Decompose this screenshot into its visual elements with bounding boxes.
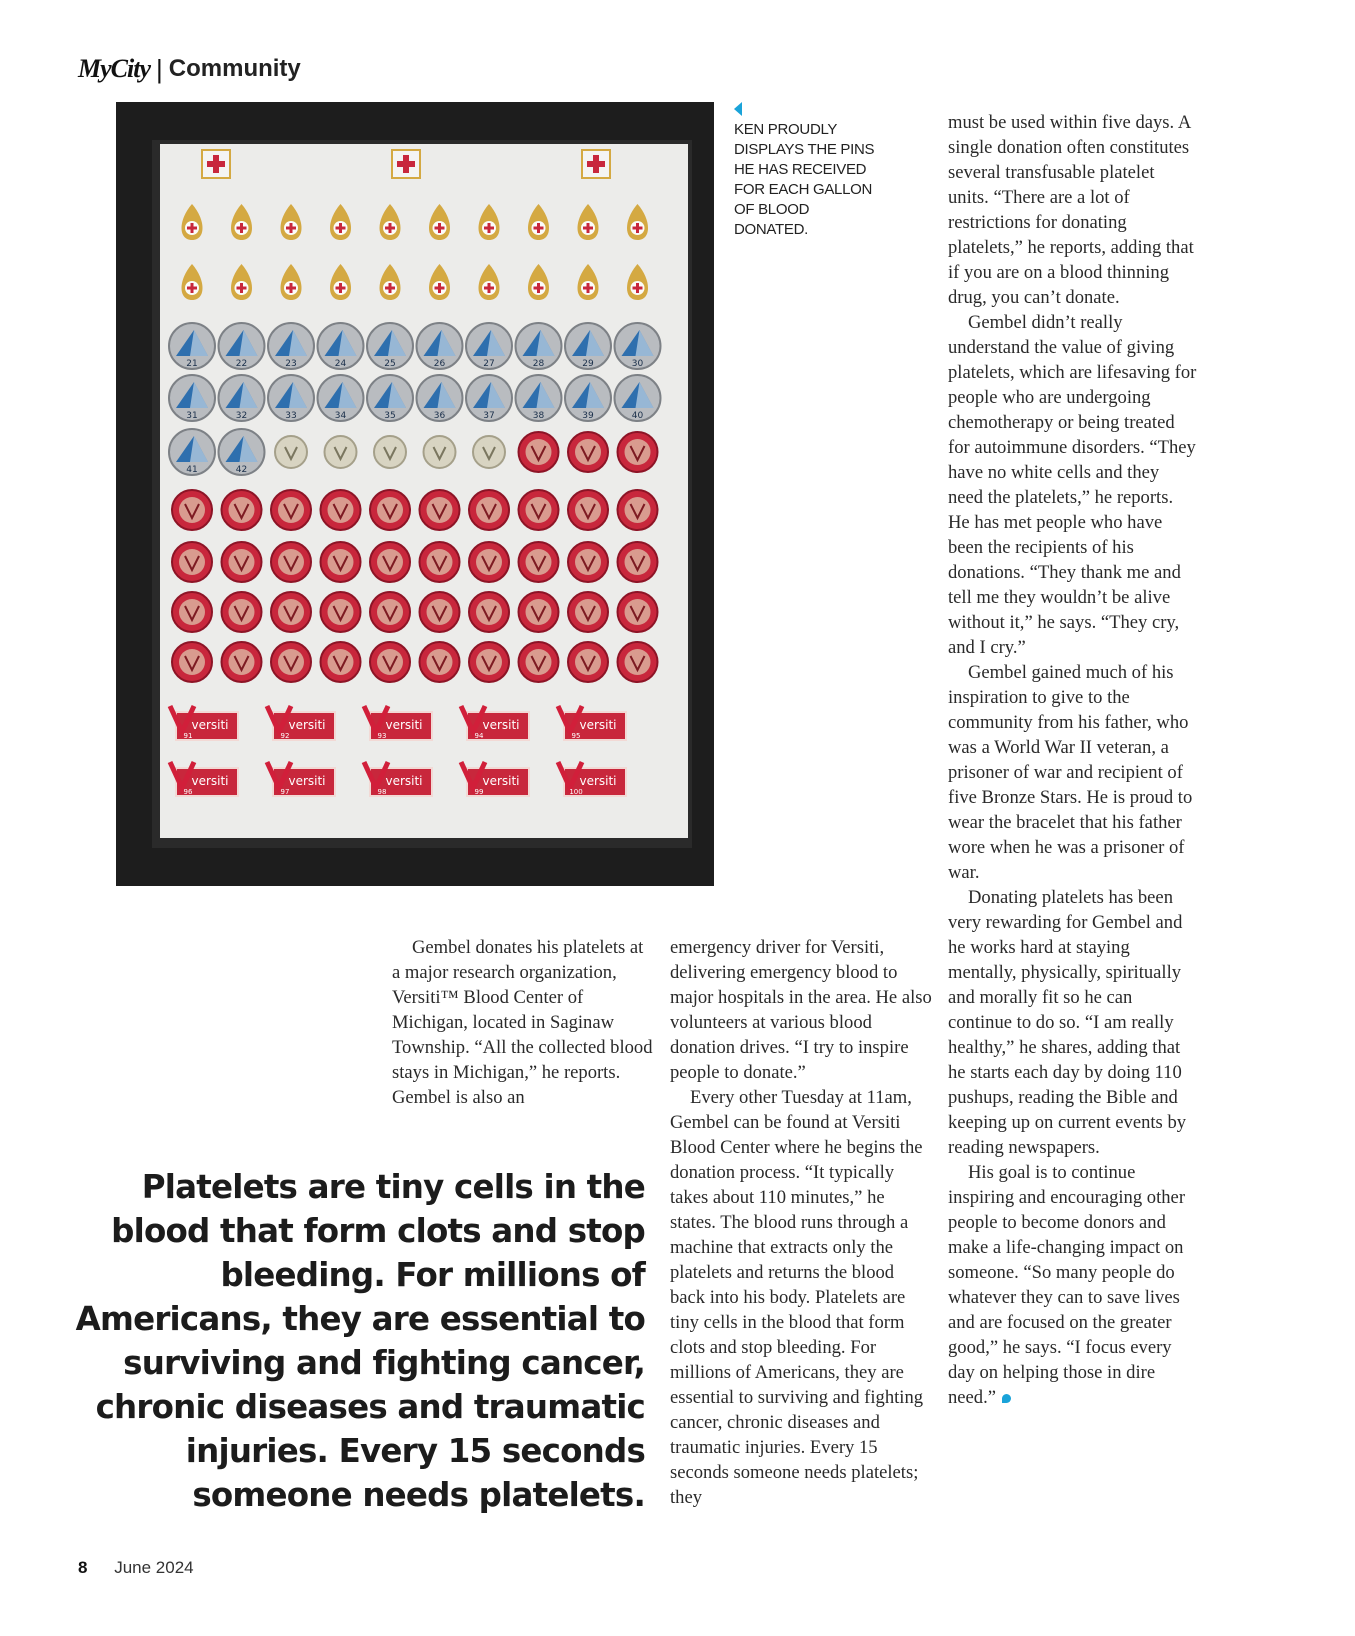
cross-bar: [336, 287, 346, 290]
pin-number-label: 92: [280, 732, 290, 740]
pin-number-label: 26: [433, 359, 446, 369]
award-pin-icon: [392, 150, 420, 178]
red-pin-icon: [370, 542, 410, 582]
issue-date: June 2024: [114, 1558, 194, 1577]
section-title: Community: [168, 55, 301, 82]
pin-number-label: 29: [582, 359, 594, 369]
red-pin-icon: [321, 642, 361, 682]
article-column-1: [392, 935, 654, 1110]
cross-bar: [286, 287, 296, 290]
red-pin-icon: [568, 490, 608, 530]
silver-pin-icon: [374, 436, 406, 468]
pin-number-label: 96: [183, 788, 193, 796]
red-pin-icon: [222, 592, 262, 632]
cross-bar: [583, 227, 593, 230]
pin-number-label: 94: [474, 732, 484, 740]
red-pin-icon: [420, 490, 460, 530]
pin-number-label: 23: [285, 359, 297, 369]
cross-bar: [385, 287, 395, 290]
pin-number-label: 98: [377, 788, 387, 796]
red-pin-icon: [370, 490, 410, 530]
versiti-label: versiti: [482, 718, 520, 732]
cross-bar: [336, 227, 346, 230]
red-pin-icon: [469, 490, 509, 530]
versiti-label: versiti: [385, 718, 423, 732]
silver-pin-icon: [275, 436, 307, 468]
paragraph: must be used within five days. A single donation often constitutes several transfusable platelet units. “There are a lot of restrictions for donating platelets,” he reports, adding that if you are on a blood thinning drug, you can’t donate.: [948, 112, 1194, 308]
cross-bar: [397, 161, 415, 167]
pin-number-label: 99: [474, 788, 484, 796]
paragraph: emergency driver for Versiti, delivering emergency blood to major hospitals in the area. He also volunteers at various blood donation drives. “I try to inspire people to donate.”: [670, 937, 932, 1083]
paragraph-last: [948, 1160, 1198, 1410]
pin-number-label: 100: [569, 788, 583, 796]
versiti-label: versiti: [482, 774, 520, 788]
red-pin-icon: [469, 592, 509, 632]
red-pin-icon: [568, 592, 608, 632]
red-pin-icon: [519, 542, 559, 582]
paragraph: Gembel gained much of his inspiration to give to the community from his father, who was a World War II veteran, a prisoner of war and recipient of five Bronze Stars. He is proud to wear the bracelet that his father wore when he was a prisoner of war.: [948, 662, 1193, 883]
pin-disc: [325, 436, 357, 468]
pin-number-label: 22: [235, 359, 248, 369]
pin-number-label: 91: [183, 732, 193, 740]
cross-bar: [587, 161, 605, 167]
red-pin-icon: [321, 592, 361, 632]
red-pin-icon: [172, 642, 212, 682]
pin-number-label: 40: [631, 411, 644, 421]
red-pin-icon: [568, 432, 608, 472]
versiti-label: versiti: [579, 774, 617, 788]
pin-disc: [424, 436, 456, 468]
cross-bar: [484, 287, 494, 290]
pin-number-label: 30: [631, 359, 644, 369]
pin-disc: [473, 436, 505, 468]
red-pin-icon: [321, 542, 361, 582]
article-column-3: [948, 110, 1198, 1410]
red-pin-icon: [469, 542, 509, 582]
pin-number-label: 34: [334, 411, 347, 421]
cross-bar: [207, 161, 225, 167]
pin-number-label: 35: [384, 411, 396, 421]
versiti-label: versiti: [191, 718, 229, 732]
red-pin-icon: [172, 592, 212, 632]
masthead-separator: |: [156, 53, 163, 84]
pin-display-photo: [116, 102, 714, 886]
red-pin-icon: [618, 490, 658, 530]
red-pin-icon: [271, 490, 311, 530]
masthead: [78, 52, 301, 86]
paragraph: Gembel didn’t really understand the value of giving platelets, which are lifesaving for people who are undergoing chemotherapy or being treated for autoimmune disorders. “They have no white cells and they need the platelets,” he reports. He has met people who have been the recipients of his donations. “They thank me and tell me they wouldn’t be alive without it,” he says. “They cry, and I cry.”: [948, 312, 1197, 658]
cross-bar: [633, 287, 643, 290]
pin-number-label: 42: [235, 465, 248, 475]
versiti-label: versiti: [579, 718, 617, 732]
red-pin-icon: [618, 432, 658, 472]
pin-number-label: 27: [483, 359, 495, 369]
paragraph-text: His goal is to continue inspiring and encouraging other people to become donors and make a life-changing impact on someone. “So many people do whatever they can to save lives and are focused on the greater good,” he says. “I focus every day on helping those in dire need.”: [948, 1162, 1186, 1408]
pin-number-label: 39: [582, 411, 594, 421]
cross-bar: [187, 227, 197, 230]
red-pin-icon: [568, 642, 608, 682]
pin-number-label: 36: [433, 411, 446, 421]
silver-pin-icon: [473, 436, 505, 468]
pin-number-label: 25: [384, 359, 396, 369]
award-pin-icon: [582, 150, 610, 178]
pin-number-label: 28: [532, 359, 545, 369]
versiti-label: versiti: [288, 774, 326, 788]
pin-disc: [374, 436, 406, 468]
pin-number-label: 41: [186, 465, 198, 475]
silver-pin-icon: [424, 436, 456, 468]
article-column-2: [670, 935, 932, 1510]
cross-bar: [385, 227, 395, 230]
cross-bar: [435, 287, 445, 290]
cross-bar: [534, 227, 544, 230]
brand-logo: MyCity: [78, 54, 150, 83]
caption-text: KEN PROUDLY DISPLAYS THE PINS HE HAS RECEIVED FOR EACH GALLON OF BLOOD DONATED.: [734, 121, 875, 238]
cross-bar: [583, 287, 593, 290]
red-pin-icon: [321, 490, 361, 530]
red-pin-icon: [469, 642, 509, 682]
silver-pin-icon: [325, 436, 357, 468]
paragraph: Donating platelets has been very rewarding for Gembel and he works hard at staying mentally, physically, spiritually and morally fit so he can continue to do so. “I am really healthy,” he shares, adding that he starts each day by doing 110 pushups, reading the Bible and keeping up on current events by reading newspapers.: [948, 887, 1187, 1158]
pin-number-label: 33: [285, 411, 297, 421]
red-pin-icon: [519, 432, 559, 472]
page-number: 8: [78, 1558, 88, 1577]
pin-number-label: 24: [334, 359, 347, 369]
red-pin-icon: [222, 642, 262, 682]
cross-bar: [633, 227, 643, 230]
paragraph: Gembel donates his platelets at a major research organization, Versiti™ Blood Center of Michigan, located in Saginaw Township. “All the collected blood stays in Michigan,” he reports. Gembel is also an: [392, 937, 653, 1108]
red-pin-icon: [568, 542, 608, 582]
versiti-label: versiti: [191, 774, 229, 788]
red-pin-icon: [420, 542, 460, 582]
pin-number-label: 37: [483, 411, 495, 421]
pin-number-label: 38: [532, 411, 545, 421]
red-pin-icon: [420, 592, 460, 632]
red-pin-icon: [271, 542, 311, 582]
pull-quote: Platelets are tiny cells in the blood that form clots and stop bleeding. For millions of Americans, they are essential to surviving and fighting cancer, chronic diseases and traumatic injuries. Every 15 seconds someone needs platelets.: [75, 1168, 645, 1514]
red-pin-icon: [519, 642, 559, 682]
red-pin-icon: [172, 490, 212, 530]
cross-bar: [286, 227, 296, 230]
pin-disc: [275, 436, 307, 468]
end-of-article-icon: [1002, 1394, 1011, 1403]
red-pin-icon: [618, 592, 658, 632]
pin-number-label: 31: [186, 411, 198, 421]
versiti-label: versiti: [385, 774, 423, 788]
red-pin-icon: [222, 490, 262, 530]
award-pin-icon: [202, 150, 230, 178]
page-footer: [78, 1558, 194, 1578]
red-pin-icon: [420, 642, 460, 682]
red-pin-icon: [519, 592, 559, 632]
versiti-label: versiti: [288, 718, 326, 732]
pin-number-label: 97: [280, 788, 290, 796]
red-pin-icon: [370, 642, 410, 682]
cross-bar: [435, 227, 445, 230]
photo-caption: [734, 102, 884, 240]
paragraph: Every other Tuesday at 11am, Gembel can be found at Versiti Blood Center where he begins the donation process. “It typically takes about 110 minutes,” he states. The blood runs through a machine that extracts only the platelets and returns the blood back into his body. Platelets are tiny cells in the blood that form clots and stop bleeding. For millions of Americans, they are essential to surviving and fighting cancer, chronic diseases and traumatic injuries. Every 15 seconds someone needs platelets; they: [670, 1087, 924, 1508]
red-pin-icon: [370, 592, 410, 632]
pin-display-illustration: [116, 102, 714, 886]
pin-number-label: 32: [235, 411, 248, 421]
pin-number-label: 95: [571, 732, 581, 740]
pin-number-label: 93: [377, 732, 387, 740]
cross-bar: [237, 227, 247, 230]
caption-arrow-icon: [734, 102, 742, 116]
red-pin-icon: [271, 592, 311, 632]
cross-bar: [237, 287, 247, 290]
red-pin-icon: [222, 542, 262, 582]
cross-bar: [187, 287, 197, 290]
red-pin-icon: [172, 542, 212, 582]
red-pin-icon: [519, 490, 559, 530]
red-pin-icon: [618, 642, 658, 682]
cross-bar: [534, 287, 544, 290]
red-pin-icon: [271, 642, 311, 682]
red-pin-icon: [618, 542, 658, 582]
cross-bar: [484, 227, 494, 230]
pin-number-label: 21: [186, 359, 198, 369]
